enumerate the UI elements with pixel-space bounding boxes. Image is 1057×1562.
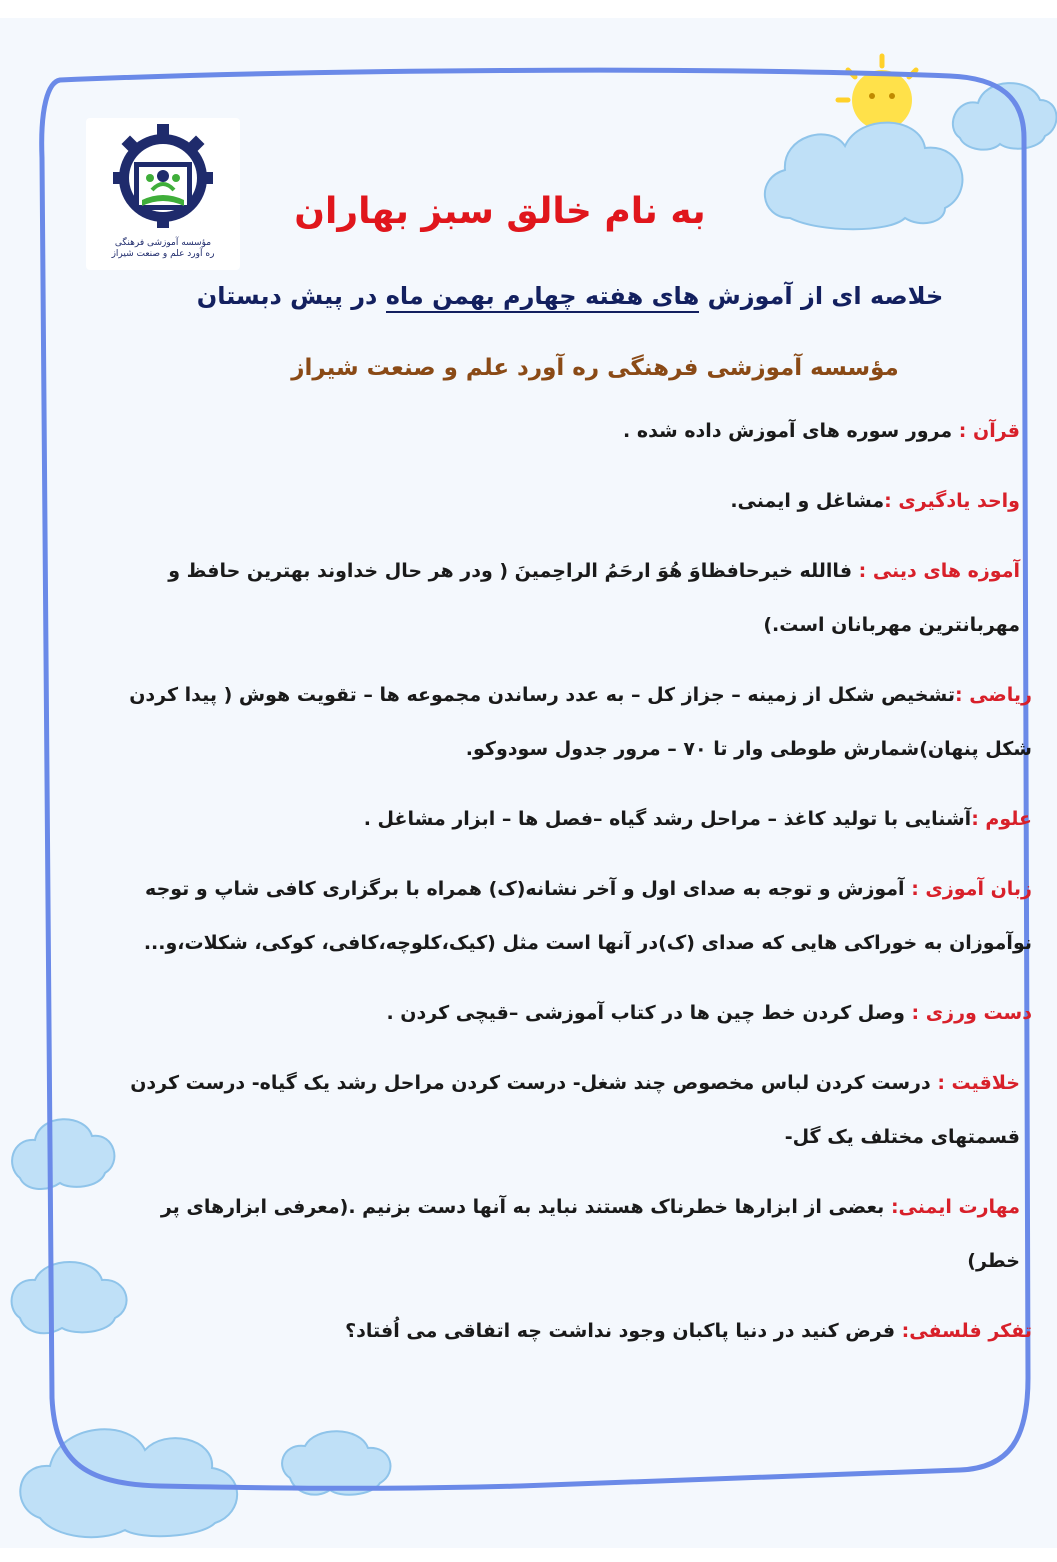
lesson-text: آموزش و توجه به صدای اول و آخر نشانه(ک) همراه با برگزاری کافی شاپ و توجه نوآموزان به خوراکی هایی که صدای (ک)در آنها است مثل (کیک،کلوچه،کافی، کوکی، شکلات،و... [143,878,1032,954]
lesson-item-philosophy [105,1304,1032,1358]
lesson-text: آشنایی با تولید کاغذ – مراحل رشد گیاه –فصل ها – ابزار مشاغل . [363,808,972,830]
lesson-item-math [105,668,1032,776]
lesson-text: تشخیص شکل از زمینه – جزاز کل – به عدد رساندن مجموعه ها – تقویت هوش ( پیدا کردن شکل پنهان)شمارش طوطی وار تا ۷۰ – مرور جدول سودوکو. [129,684,1032,760]
lesson-item-religious [105,544,1020,652]
page-title: به نام خالق سبز بهاران [294,191,706,232]
document-sheet [0,18,1057,1548]
lesson-item-quran [105,404,1020,458]
lesson-text: فاالله خیرحافظاوَ هُوَ ارحَمُ الراحِمینَ ( ودر هر حال خداوند بهترین حافظ و مهربانترین مهربانان است.) [168,560,1020,636]
logo-caption-line: ره آورد علم و صنعت شیراز [111,249,215,259]
lesson-item-creativity [105,1056,1020,1164]
lesson-label: دست ورزی : [911,1002,1032,1024]
lesson-label: خلاقیت : [937,1072,1020,1094]
lesson-label: تفکر فلسفی: [901,1320,1032,1342]
lesson-label: زبان آموزی : [911,878,1032,900]
lesson-label: قرآن : [958,420,1020,442]
sun-icon [838,56,916,130]
lesson-label: ریاضی : [954,684,1032,706]
gear-book-logo-icon [86,118,240,233]
logo-caption-line: مؤسسه آموزشی فرهنگی [114,238,212,248]
lesson-label: علوم : [971,808,1032,830]
lesson-label: واحد یادگیری : [884,490,1020,512]
summary-heading [150,274,990,318]
logo-caption [86,238,240,260]
summary-part: خلاصه ای از آموزش [699,282,944,310]
lesson-text: وصل کردن خط چین ها در کتاب آموزشی –قیچی کردن . [386,1002,912,1024]
summary-part: در پیش دبستان [196,282,386,310]
lesson-item-language [105,862,1032,970]
lesson-item-learning-unit [105,474,1020,528]
lesson-list [105,404,1032,1374]
lesson-item-handwork [105,986,1032,1040]
institute-name: مؤسسه آموزشی فرهنگی ره آورد علم و صنعت شیراز [291,355,899,381]
lesson-text: درست کردن لباس مخصوص چند شغل- درست کردن مراحل رشد یک گیاه- درست کردن قسمتهای مختلف یک گل- [130,1072,1020,1148]
lesson-label: آموزه های دینی : [858,560,1020,582]
lesson-item-science [105,792,1032,846]
summary-underlined-part: های هفته چهارم بهمن ماه [386,282,699,313]
lesson-text: مرور سوره های آموزش داده شده . [623,420,959,442]
lesson-label: مهارت ایمنی: [890,1196,1020,1218]
lesson-text: مشاغل و ایمنی. [730,490,885,512]
lesson-text: بعضی از ابزارها خطرناک هستند نباید به آنها دست بزنیم .(معرفی ابزارهای پر خطر) [160,1196,1020,1272]
lesson-item-safety [105,1180,1020,1288]
lesson-text: فرض کنید در دنیا پاکبان وجود نداشت چه اتفاقی می اُفتاد؟ [345,1320,902,1342]
institute-logo [86,118,240,270]
